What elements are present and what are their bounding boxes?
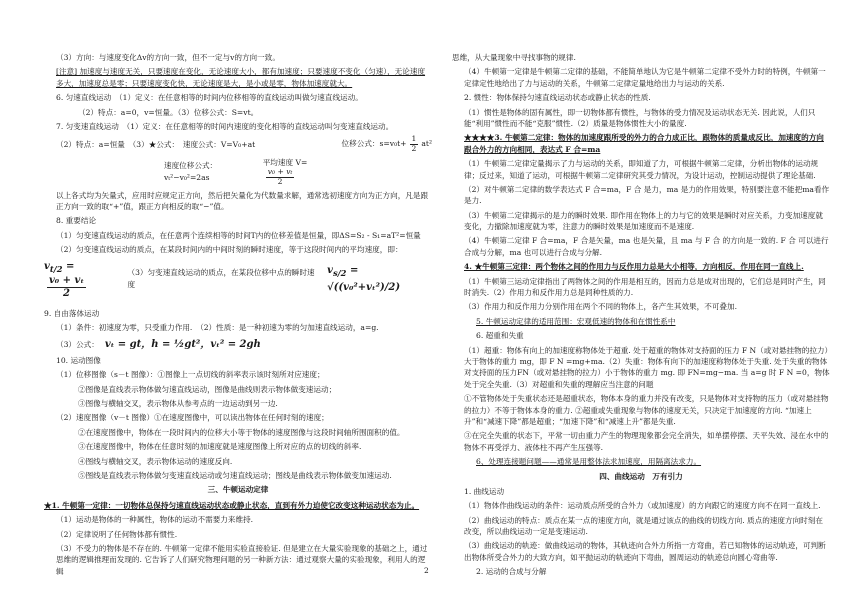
note-paragraph: [注意] 加速度与速度无关，只要速度在变化，无论速度大小，都有加速度；只要速度不变化（匀速），无论速度多大，加速度总是零；只要速度变化快，无论速度是大，是小或是零，物体加速度就大。 (56, 67, 426, 88)
text-line: （1）运动是物体的一种属性，物体的运动不需要力来维持. (56, 515, 254, 525)
formula-text: （3）匀变速直线运动的质点，在某段位移中点的瞬时速度 (127, 268, 315, 289)
text-line: （3）不受力的物体是不存在的. 牛顿第一定律不能用实验直接验证. 但是建立在大量实验现象的基础之上，通过思维的逻辑推理而发现的. 它告诉了人们研究物理问题的另一种新方法：通过观察大量的实验现象，利用人的逻辑 (56, 543, 428, 576)
law-statement: ★★★★3. 牛顿第二定律：物体的加速度跟所受的外力的合力成正比，跟物体的质量成反比，加速度的方向跟合外力的方向相同，表达式 F 合=ma (464, 133, 824, 154)
formula-part: 位移公式：s=v₀t+ (341, 139, 407, 149)
text-line: （1）条件：初速度为零，只受重力作用. （2）性质：是一种初速为零的匀加速直线运动，a=g. (56, 323, 379, 333)
text-line: （3）作用力和反作用力分别作用在两个不同的物体上，各产生其效果，不可叠加. (464, 302, 738, 312)
text-line: ③在速度图像中，物体在任意时刻的加速度就是速度图像上所对应的点的切线的斜率. (78, 442, 362, 452)
law-statement: ★1. 牛顿第一定律：一切物体总保持匀速直线运动状态或静止状态，直到有外力迫使它改变这种运动状态为止。 (44, 500, 420, 510)
text-line: 6. 匀速直线运动 （1）定义：在任意相等的时间内位移相等的直线运动叫做匀速直线运动。 (56, 93, 363, 103)
formula-row (44, 157, 432, 187)
text-line: （2）速度图像（v－t 图像）①在速度图像中，可以读出物体在任何时刻的速度； (56, 413, 329, 423)
fraction: $\frac{1}{2}$ (411, 134, 417, 154)
text-line: （2）匀变速直线运动的质点，在某段时间内的中间时刻的瞬时速度，等于这段时间内的平均速度，即： (56, 245, 403, 255)
formula-row (44, 337, 432, 352)
text-line: （3）方向：与速度变化Δv的方向一致，但不一定与v的方向一致。 (56, 53, 280, 62)
text-line: （1）位移图像（s－t 图像）：①图像上一点切线的斜率表示该时刻所对应速度； (56, 370, 325, 380)
text-line: ⑤图线是直线表示物体做匀变速直线运动或匀速直线运动；图线是曲线表示物体做变加速运动. (78, 470, 392, 480)
law-statement: 4. ★牛顿第三定律：两个物体之间的作用力与反作用力总是大小相等，方向相反，作用在同一直线上. (464, 262, 804, 272)
text-line: 9. 自由落体运动 (44, 309, 100, 319)
formula-part: 平均速度 V= (262, 157, 308, 167)
text-line: 6. 超重和失重 (476, 331, 524, 341)
text-line: 2. 惯性：物体保持匀速直线运动状态或静止状态的性质. (464, 93, 651, 103)
formula-part: at² (421, 139, 432, 149)
text-line: 10. 运动图像 (56, 355, 101, 365)
text-line: 以上各式均为矢量式，应用时应规定正方向，然后把矢量化为代数量求解，通常选初速度方向为正方向，凡是跟正方向一致的取“+”值，跟正方向相反的取“−”值。 (56, 190, 429, 211)
text-line: （3）曲线运动的轨迹：做曲线运动的物体，其轨迹向合外力所指一方弯曲，若已知物体的运动轨迹，可判断出物体所受合外力的大致方向，如平抛运动的轨迹向下弯曲，圆周运动的轨迹总向圆心弯曲等. (464, 541, 826, 562)
formula-text: 速度位移公式：vₜ²−v₀²=2as (164, 161, 218, 182)
fraction: $\frac{\text{v₀ + vₜ}}{2}$ (267, 167, 293, 186)
formula-text: （3）公式： (56, 339, 99, 349)
text-line: 1. 曲线运动 (464, 486, 505, 496)
text-line: 2. 运动的合成与分解 (476, 567, 547, 577)
left-column (44, 52, 432, 580)
section-heading: 四、曲线运动 万有引力 (599, 471, 683, 481)
text-line: （2）特点：a=0，v=恒量。（3）位移公式：S=vt。 (78, 107, 259, 117)
formula-row (44, 259, 432, 299)
text-line: （1）惯性是物体的固有属性，即一切物体都有惯性，与物体的受力情况及运动状态无关. 因此说，人们只能“利用”惯性而不能“克服”惯性.（2）质量是物体惯性大小的量度. (464, 107, 816, 128)
text-line: ②在速度图像中，物体在一段时间内的位移大小等于物体的速度图像与这段时间轴所围面积的值。 (78, 427, 405, 437)
text-line: （2）对牛顿第二定律的数学表达式 F 合=ma，F 合 是力，ma 是力的作用效果，特别要注意不能把ma看作是力. (464, 184, 830, 206)
formula-image: $v_{t/2}$ = $\frac{\text{v₀ + vₜ}}{2}$ (44, 260, 85, 299)
text-line: 思维，从大量现象中寻找事物的规律. (452, 53, 576, 62)
text-line: （4）牛顿第二定律 F 合=ma，F 合是矢量，ma 也是矢量，且 ma 与 F 合 的方向是一致的. F 合 可以进行合成与分解，ma 也可以进行合成与分解. (464, 236, 829, 257)
formula-image: vₜ = gt，h = ½gt²，vₜ² = 2gh (104, 338, 261, 350)
text-line: ④图线与横轴交叉，表示物体运动的速度反向. (78, 456, 233, 466)
text-line: 5. 牛顿运动定律的适用范围：宏观低速的物体和在惯性系中 (476, 316, 676, 326)
text-line: （3）牛顿第二定律揭示的是力的瞬时效果. 即作用在物体上的力与它的效果是瞬时对应关系，力变加速度就变化，力撤除加速度就为零，注意力的瞬时效果是加速度而不是速度. (464, 210, 823, 232)
section-heading: 三、牛顿运动定律 (207, 485, 269, 495)
text-line: （1）牛顿第二定律定量揭示了力与运动的关系，即知道了力，可根据牛顿第二定律，分析出物体的运动规律；反过来，知道了运动，可根据牛顿第二定律研究其受力情况，为设计运动，控制运动提供了理论基础. (464, 159, 819, 180)
page-number: 2 (424, 566, 429, 575)
text-line: ③图像与横轴交叉，表示物体从参考点的一边运动到另一边. (78, 399, 278, 408)
text-line: （1）超重：物体有向上的加速度称物体处于超重. 处于超重的物体对支持面的压力 F N（或对悬挂物的拉力）大于物体的重力 mg，即 F N =mg+ma.（2）失重：物体有向下的加速度称物体处于失重. 处于失重的物体对支持面的压力FN（或对悬挂物的拉力）小于物体的重力 mg. 即 FN=mg−ma. 当 a=g 时 F N =0，物体处于完全失重.（3）对超重和失重的理解应当注意的问题 (464, 345, 830, 389)
formula-text (263, 157, 342, 187)
formula-image: $v_{s/2} = √((v_0^2+v_t^2)/2)$ (327, 265, 401, 293)
formula-text (342, 135, 432, 153)
text-line: ①不管物体处于失重状态还是超重状态，物体本身的重力并没有改变，只是物体对支持物的压力（或对悬挂物的拉力）不等于物体本身的重力. ②超重或失重现象与物体的速度无关，只决定于加速度的方向. “加速上升”和“减速下降”都是超重；“加速下降”和“减速上升”都是失重. (464, 394, 829, 426)
text-line: 7. 匀变速直线运动 （1）定义：在任意相等的时间内速度的变化相等的直线运动叫匀变速直线运动。 (56, 121, 394, 131)
right-column (452, 52, 830, 581)
text-line: 6、处理连接题问题——通常是用整体法求加速度，用隔离法求力。 (476, 457, 702, 467)
text-line: ②图像是直线表示物体做匀速直线运动，图像是曲线则表示物体做变速运动； (78, 384, 337, 394)
text-line: （1）物体作曲线运动的条件：运动质点所受的合外力（或加速度）的方向跟它的速度方向不在同一直线上. (464, 501, 821, 511)
text-line: （4）牛顿第一定律是牛顿第二定律的基础，不能简单地认为它是牛顿第二定律不受外力时的特例，牛顿第一定律定性地给出了力与运动的关系，牛顿第二定律定量地给出力与运动的关系. (464, 67, 826, 88)
text-line: 8. 重要结论 (56, 216, 97, 226)
text-line: （1）牛顿第三运动定律指出了两物体之间的作用是相互的，因而力总是成对出现的，它们总是同时产生，同时消失.（2）作用力和反作用力总是同种性质的力. (464, 276, 826, 298)
text-line: （2）曲线运动的特点：质点在某一点的速度方向，就是通过该点的曲线的切线方向. 质点的速度方向时刻在改变，所以曲线运动一定是变速运动. (464, 515, 823, 537)
formula-text: （2）特点：a=恒量 （3）★公式： 速度公式：V=V₀+at (56, 139, 256, 149)
formula-row (44, 135, 432, 153)
text-line: ③在完全失重的状态下，平常一切由重力产生的物理现象都会完全消失，如单摆停摆、天平失效、浸在水中的物体不再受浮力、液体柱不再产生压强等. (464, 431, 829, 452)
text-line: （2）定律说明了任何物体都有惯性. (56, 529, 178, 539)
text-line: （1）匀变速直线运动的质点，在任意两个连续相等的时间T内的位移差值是恒量，即ΔS=S₂ - S₁=aT²=恒量 (56, 230, 421, 240)
